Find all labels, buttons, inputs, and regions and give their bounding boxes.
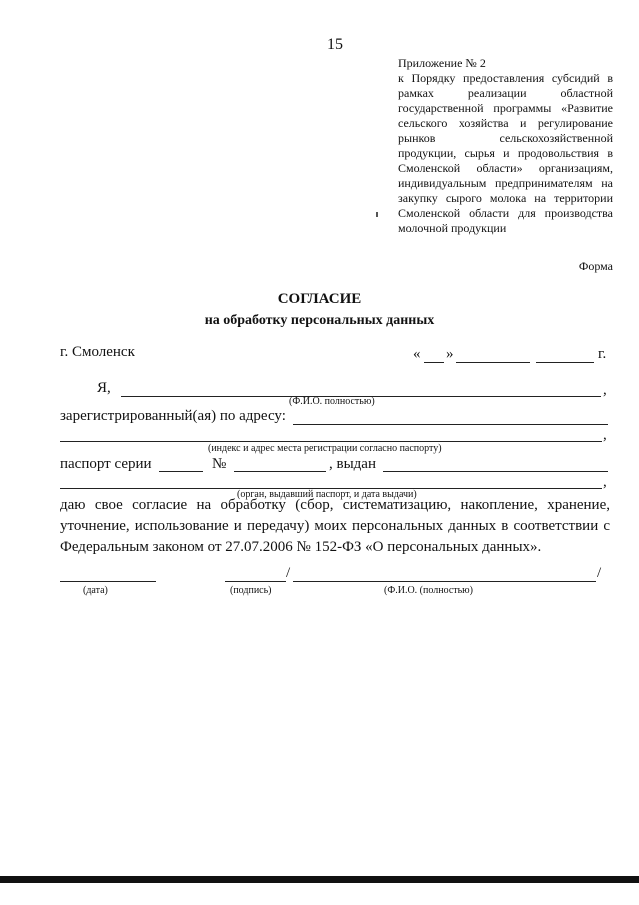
slash-separator: / (286, 565, 291, 581)
consent-text: даю свое согласие на обработку (сбор, систематизацию, накопление, хранение, уточнение, использование и передачу) моих персональных данных в соответствии с Федеральным законом от 27.07.2006 № 152-ФЗ «О персональных данных». (60, 497, 610, 555)
slash-end: / (597, 565, 602, 581)
address-field-2[interactable] (60, 441, 602, 442)
date-hint: (дата) (83, 585, 108, 596)
city-label: г. Смоленск (60, 344, 135, 360)
issued-label: , выдан (329, 456, 376, 472)
fio-hint: (Ф.И.О. полностью) (289, 396, 375, 407)
issued-field-1[interactable] (383, 471, 608, 472)
address-hint: (индекс и адрес места регистрации согласно паспорту) (208, 443, 442, 454)
date-sign-field[interactable] (60, 581, 156, 582)
issuer-hint: (орган, выдавший паспорт, и дата выдачи) (237, 489, 417, 500)
number-sign: № (212, 456, 227, 472)
document-subtitle: на обработку персональных данных (204, 313, 435, 328)
address-comma: , (603, 427, 607, 443)
month-field[interactable] (456, 362, 530, 363)
fio-comma: , (603, 382, 607, 398)
passport-series-field[interactable] (159, 471, 203, 472)
annex-title: Приложение № 2 (398, 56, 486, 70)
year-field[interactable] (536, 362, 594, 363)
day-field[interactable] (424, 362, 444, 363)
signature-hint: (подпись) (230, 585, 272, 596)
date-close-quote: » (446, 346, 454, 362)
scan-border-bar (0, 876, 639, 883)
address-field-1[interactable] (293, 424, 608, 425)
passport-series-label: паспорт серии (60, 456, 152, 472)
annex-block (398, 56, 613, 236)
signature-fio-field[interactable] (293, 581, 596, 582)
year-suffix: г. (598, 346, 607, 362)
annex-text: к Порядку предоставления субсидий в рамках реализации областной государственной программы «Развитие сельского хозяйства и регулирование рынков сельскохозяйственной продукции, сырья и продовольствия в Смоленской области» организациям, индивидуальным предпринимателям на закупку сырого молока на территории Смоленской области для производства молочной продукции (398, 71, 613, 235)
page-number: 15 (327, 36, 343, 53)
passport-number-field[interactable] (234, 471, 326, 472)
signature-fio-hint: (Ф.И.О. (полностью) (384, 585, 473, 596)
form-label: Форма (578, 259, 613, 273)
issued-comma: , (603, 474, 607, 490)
registered-label: зарегистрированный(ая) по адресу: (60, 408, 286, 424)
i-label: Я, (97, 380, 111, 396)
date-open-quote: « (413, 346, 421, 362)
scan-mark (376, 212, 378, 217)
document-title: СОГЛАСИЕ (277, 291, 362, 307)
signature-field[interactable] (225, 581, 286, 582)
